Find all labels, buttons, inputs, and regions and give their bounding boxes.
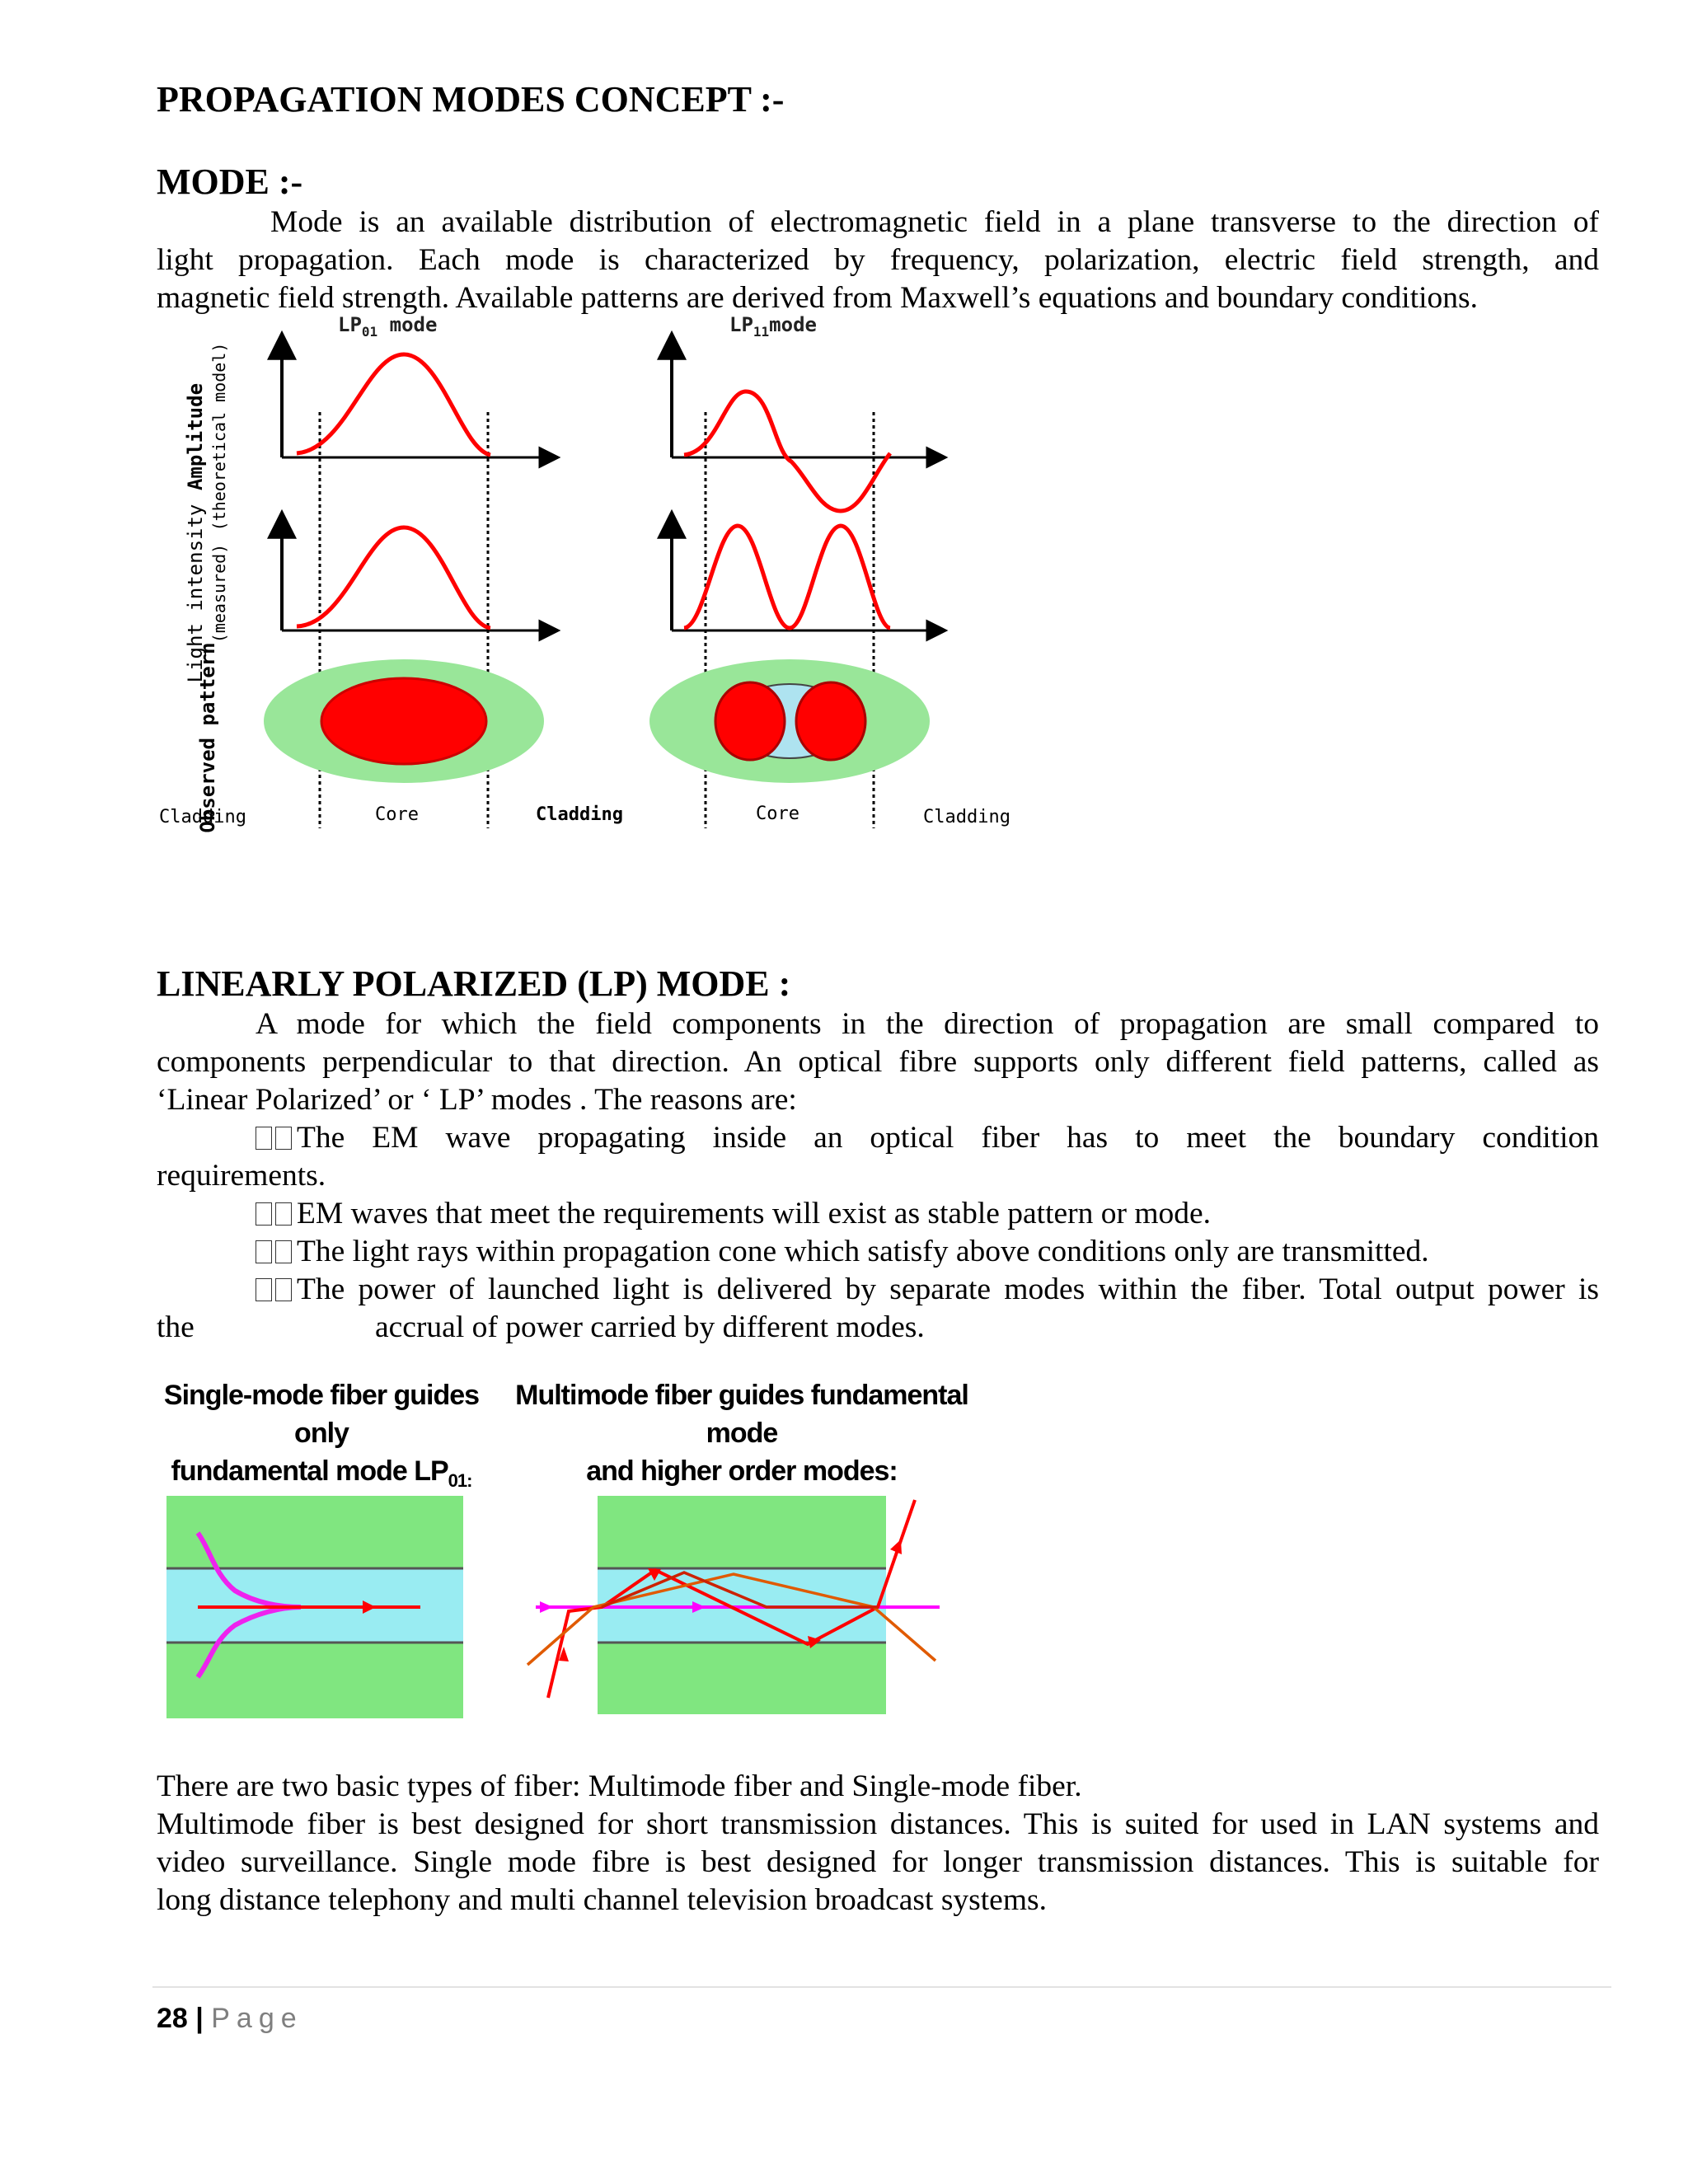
bullet-1: The EM wave propagating inside an optical fiber has to meet the boundary condition — [256, 1119, 1599, 1157]
lp11-title: $LP_{11}mode$ — [729, 313, 817, 340]
lp11-intensity-curve — [684, 526, 890, 628]
y-label-pattern — [196, 642, 219, 832]
closing-line1: There are two basic types of fiber: Multimode fiber and Single-mode fiber. — [157, 1769, 1082, 1803]
label-core-1: Core — [375, 804, 419, 825]
footer-separator: | — [195, 2003, 204, 2034]
multimode-title: Multimode fiber guides fundamental mode and higher order modes: — [515, 1380, 968, 1487]
page-footer — [157, 2003, 303, 2035]
lp-paragraph-line3: ‘Linear Polarized’ or ‘ LP’ modes . The reasons are: — [157, 1083, 797, 1117]
label-cladding-1: Cladding — [159, 807, 246, 827]
mode-paragraph-line3: magnetic field strength. Available patterns are derived from Maxwell’s equations and boundary conditions. — [157, 281, 1479, 315]
bullet-1-continuation: requirements. — [157, 1159, 326, 1193]
svg-text:(measured): (measured) — [209, 543, 229, 644]
svg-text:(theoretical model): (theoretical model) — [209, 342, 229, 532]
page-number: 28 — [157, 2003, 188, 2034]
bullet-4: The power of launched light is delivered by separate modes within the fiber. Total output power is — [256, 1271, 1599, 1309]
page-title: PROPAGATION MODES CONCEPT :- — [157, 79, 785, 120]
lp-paragraph-line1: A mode for which the field components in the direction of propagation are small compared to — [256, 1007, 1599, 1041]
mode-paragraph-line2: light propagation. Each mode is characterized by frequency, polarization, electric field strength, and — [157, 243, 1599, 277]
lp01-amplitude-curve — [297, 354, 490, 455]
svg-text:Light intensity: Light intensity — [184, 504, 207, 683]
lp01-core-spot — [321, 678, 486, 764]
lp01-title: $LP_{01}$ mode — [338, 313, 438, 340]
label-cladding-3: Cladding — [923, 807, 1010, 827]
fiber-types-figure — [157, 1483, 981, 1722]
lp01-intensity-curve — [297, 527, 490, 628]
bullet-4-continuation-a: the — [157, 1310, 195, 1344]
mode-heading: MODE :- — [157, 162, 303, 202]
lp-modes-figure — [157, 313, 1063, 841]
bullet-glyph — [256, 1197, 295, 1230]
lp11-right-lobe — [796, 682, 865, 760]
bullet-glyph — [256, 1272, 295, 1306]
mode-paragraph-line1: Mode is an available distribution of electromagnetic field in a plane transverse to the direction of — [270, 205, 1599, 239]
closing-line3: video surveillance. Single mode fibre is best designed for longer transmission distances. This is suitable for — [157, 1845, 1599, 1879]
svg-text:Amplitude: Amplitude — [184, 382, 207, 491]
lp11-amplitude-curve — [684, 391, 890, 511]
label-core-2: Core — [756, 804, 799, 824]
page-word: Page — [211, 2003, 303, 2034]
lp-paragraph-line2: components perpendicular to that direction. An optical fibre supports only different field patterns, called as — [157, 1045, 1599, 1079]
multimode-axial-arrow-1 — [540, 1601, 553, 1613]
single-mode-title: Single-mode fiber guides only fundamental mode $LP_{01:}$ — [163, 1380, 480, 1491]
bullet-glyph — [256, 1121, 295, 1155]
lp-mode-heading: LINEARLY POLARIZED (LP) MODE : — [157, 963, 791, 1004]
closing-line2: Multimode fiber is best designed for short transmission distances. This is suited for used in LAN systems and — [157, 1807, 1599, 1841]
label-cladding-2: Cladding — [536, 804, 623, 825]
closing-line4: long distance telephony and multi channel television broadcast systems. — [157, 1883, 1047, 1917]
bullet-glyph — [256, 1235, 295, 1268]
footer-rule — [152, 1986, 1611, 1988]
bullet-3: The light rays within propagation cone which satisfy above conditions only are transmitted. — [256, 1233, 1599, 1271]
bullet-4-continuation-b: accrual of power carried by different modes. — [375, 1310, 925, 1344]
svg-text:Observed pattern: Observed pattern — [196, 642, 219, 833]
bullet-2: EM waves that meet the requirements will exist as stable pattern or mode. — [256, 1195, 1599, 1233]
y-label-amplitude — [184, 343, 229, 532]
lp11-left-lobe — [715, 682, 785, 760]
